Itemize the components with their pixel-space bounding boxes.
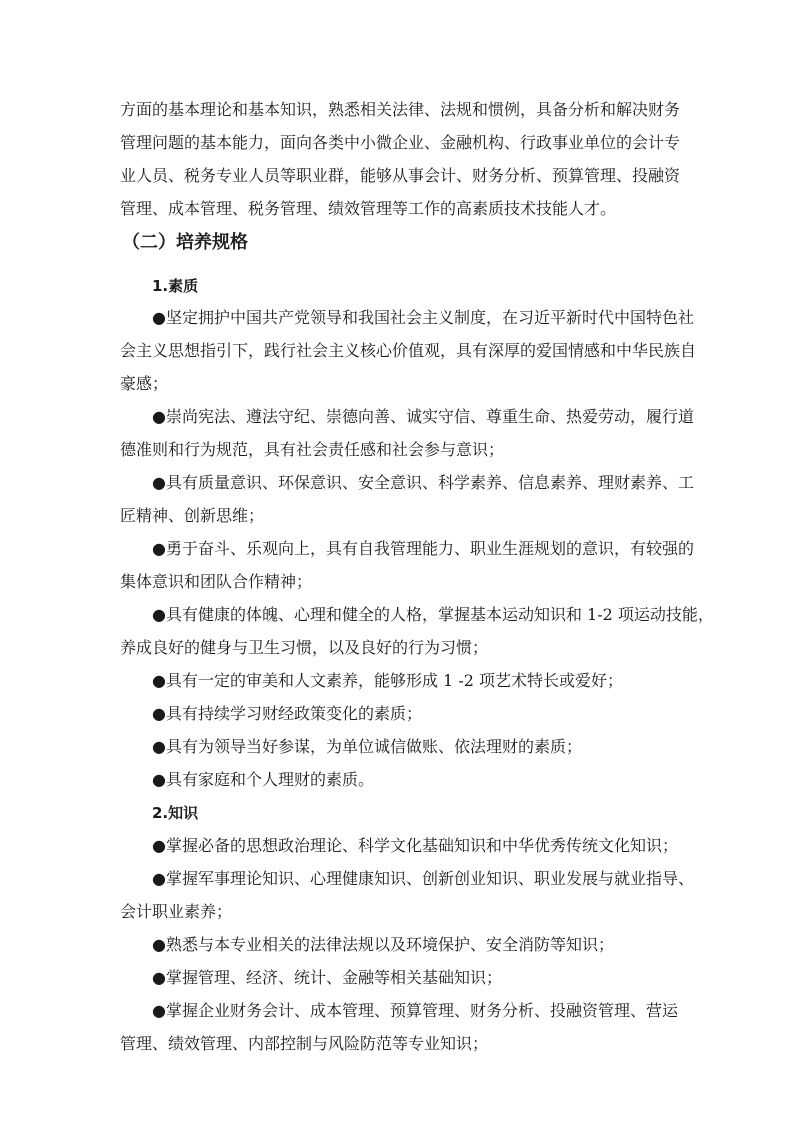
quality-line: ●坚定拥护中国共产党领导和我国社会主义制度，在习近平新时代中国特色社 — [152, 308, 694, 327]
quality-line: 匠精神、创新思维； — [120, 506, 265, 525]
intro-line: 业人员、税务专业人员等职业群，能够从事会计、财务分析、预算管理、投融资 — [120, 166, 681, 185]
quality-line: ●具有质量意识、环保意识、安全意识、科学素养、信息素养、理财素养、工 — [152, 473, 694, 492]
quality-line: ●具有持续学习财经政策变化的素质； — [152, 704, 422, 723]
quality-heading: 1.素质 — [152, 277, 199, 295]
quality-line: ●勇于奋斗、乐观向上，具有自我管理能力、职业生涯规划的意识，有较强的 — [152, 539, 694, 558]
quality-line: 养成良好的健身与卫生习惯，以及良好的行为习惯； — [120, 638, 489, 657]
knowledge-line: ●掌握军事理论知识、心理健康知识、创新创业知识、职业发展与就业指导、 — [152, 869, 694, 888]
section-title: （二）培养规格 — [122, 232, 248, 253]
knowledge-line: ●掌握管理、经济、统计、金融等相关基础知识； — [152, 968, 502, 987]
knowledge-line: 会计职业素养； — [120, 902, 233, 921]
quality-line: 会主义思想指引下，践行社会主义核心价值观，具有深厚的爱国情感和中华民族自 — [120, 341, 697, 360]
quality-line: ●具有为领导当好参谋，为单位诚信做账、依法理财的素质； — [152, 737, 582, 756]
quality-line: ●具有家庭和个人理财的素质。 — [152, 770, 374, 789]
quality-line: ●具有健康的体魄、心理和健全的人格，掌握基本运动知识和 1-2 项运动技能， — [152, 605, 714, 624]
intro-line: 方面的基本理论和基本知识，熟悉相关法律、法规和惯例，具备分析和解决财务 — [120, 100, 681, 119]
intro-line: 管理问题的基本能力，面向各类中小微企业、金融机构、行政事业单位的会计专 — [120, 133, 681, 152]
knowledge-line: ●掌握必备的思想政治理论、科学文化基础知识和中华优秀传统文化知识； — [152, 836, 678, 855]
knowledge-heading: 2.知识 — [152, 804, 199, 822]
intro-line: 管理、成本管理、税务管理、绩效管理等工作的高素质技术技能人才。 — [120, 199, 617, 218]
quality-line: ●具有一定的审美和人文素养，能够形成 1 -2 项艺术特长或爱好； — [152, 671, 623, 690]
quality-line: 豪感； — [120, 374, 169, 393]
quality-line: 德准则和行为规范，具有社会责任感和社会参与意识； — [120, 440, 505, 459]
knowledge-line: ●熟悉与本专业相关的法律法规以及环境保护、安全消防等知识； — [152, 935, 614, 954]
knowledge-line: 管理、绩效管理、内部控制与风险防范等专业知识； — [120, 1034, 489, 1053]
knowledge-line: ●掌握企业财务会计、成本管理、预算管理、财务分析、投融资管理、营运 — [152, 1001, 678, 1020]
quality-line: ●崇尚宪法、遵法守纪、崇德向善、诚实守信、尊重生命、热爱劳动，履行道 — [152, 407, 694, 426]
quality-line: 集体意识和团队合作精神； — [120, 572, 313, 591]
